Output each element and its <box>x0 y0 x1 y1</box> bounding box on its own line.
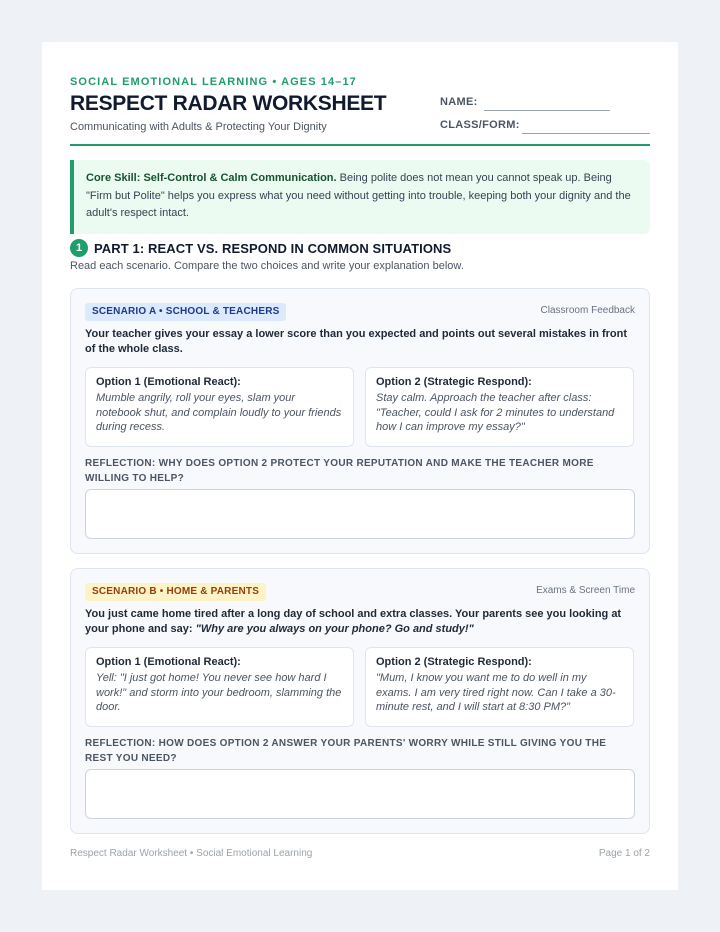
option-1-card <box>85 367 354 447</box>
part-number-badge: 1 <box>70 239 88 257</box>
option-2-card <box>365 367 634 447</box>
class-field[interactable] <box>522 133 650 134</box>
option-1-title: Option 1 (Emotional React): <box>96 376 241 388</box>
option-2-body: "Mum, I know you want me to do well in my exams. I am very tired right now. Can I take a 30-minute rest, and I will start at 8:30 PM?" <box>376 672 616 713</box>
core-skill-callout <box>70 160 650 234</box>
eyebrow-label: SOCIAL EMOTIONAL LEARNING • AGES 14–17 <box>70 76 357 88</box>
option-2-title: Option 2 (Strategic Respond): <box>376 656 532 668</box>
callout-lead: Core Skill: Self-Control & Calm Communication. <box>86 172 337 184</box>
part-1-heading <box>70 238 451 258</box>
scenario-meta: Classroom Feedback <box>540 305 635 316</box>
scenario-meta: Exams & Screen Time <box>536 585 635 596</box>
part-title: PART 1: REACT VS. RESPOND IN COMMON SITUATIONS <box>94 240 452 256</box>
part-instructions: Read each scenario. Compare the two choices and write your explanation below. <box>70 260 464 272</box>
worksheet-header <box>70 74 650 146</box>
option-1-body: Mumble angrily, roll your eyes, slam your notebook shut, and complain loudly to your friends during recess. <box>96 392 342 433</box>
option-1-title: Option 1 (Emotional React): <box>96 656 241 668</box>
worksheet-page <box>42 42 678 890</box>
scenario-tag: SCENARIO A • SCHOOL & TEACHERS <box>85 303 286 321</box>
footer-title: Respect Radar Worksheet • Social Emotional Learning <box>70 848 313 859</box>
scenario-prompt: You just came home tired after a long day of school and extra classes. Your parents see you looking at your phone and say: "Why are you always on your phone? Go and study!" <box>85 608 622 635</box>
option-2-card <box>365 647 634 727</box>
option-2-title: Option 2 (Strategic Respond): <box>376 376 532 388</box>
reflection-answer-box[interactable] <box>85 489 635 539</box>
option-1-card <box>85 647 354 727</box>
page-title: RESPECT RADAR WORKSHEET <box>70 92 387 115</box>
scenario-prompt: Your teacher gives your essay a lower score than you expected and points out several mistakes in front of the whole class. <box>85 328 628 355</box>
name-label: NAME: <box>440 96 478 108</box>
callout-body: Being polite does not mean you cannot speak up. Being "Firm but Polite" helps you express what you need without getting into trouble, keeping both your dignity and the adult's respect intact. <box>86 172 631 219</box>
reflection-answer-box[interactable] <box>85 769 635 819</box>
reflection-question: REFLECTION: WHY DOES OPTION 2 PROTECT YOUR REPUTATION AND MAKE THE TEACHER MORE WILLING TO HELP? <box>85 458 594 484</box>
page-subtitle: Communicating with Adults & Protecting Your Dignity <box>70 121 327 133</box>
scenario-card-a <box>70 288 650 554</box>
name-field[interactable] <box>484 110 610 111</box>
scenario-card-b <box>70 568 650 834</box>
option-2-body: Stay calm. Approach the teacher after class: "Teacher, could I ask for 2 minutes to understand how I can improve my essay?" <box>376 392 615 433</box>
reflection-question: REFLECTION: HOW DOES OPTION 2 ANSWER YOUR PARENTS' WORRY WHILE STILL GIVING YOU THE REST YOU NEED? <box>85 738 607 764</box>
option-1-body: Yell: "I just got home! You never see how hard I work!" and storm into your bedroom, slamming the door. <box>96 672 342 713</box>
scenario-tag: SCENARIO B • HOME & PARENTS <box>85 583 266 601</box>
class-label: CLASS/FORM: <box>440 119 520 131</box>
page-number: Page 1 of 2 <box>598 848 650 859</box>
